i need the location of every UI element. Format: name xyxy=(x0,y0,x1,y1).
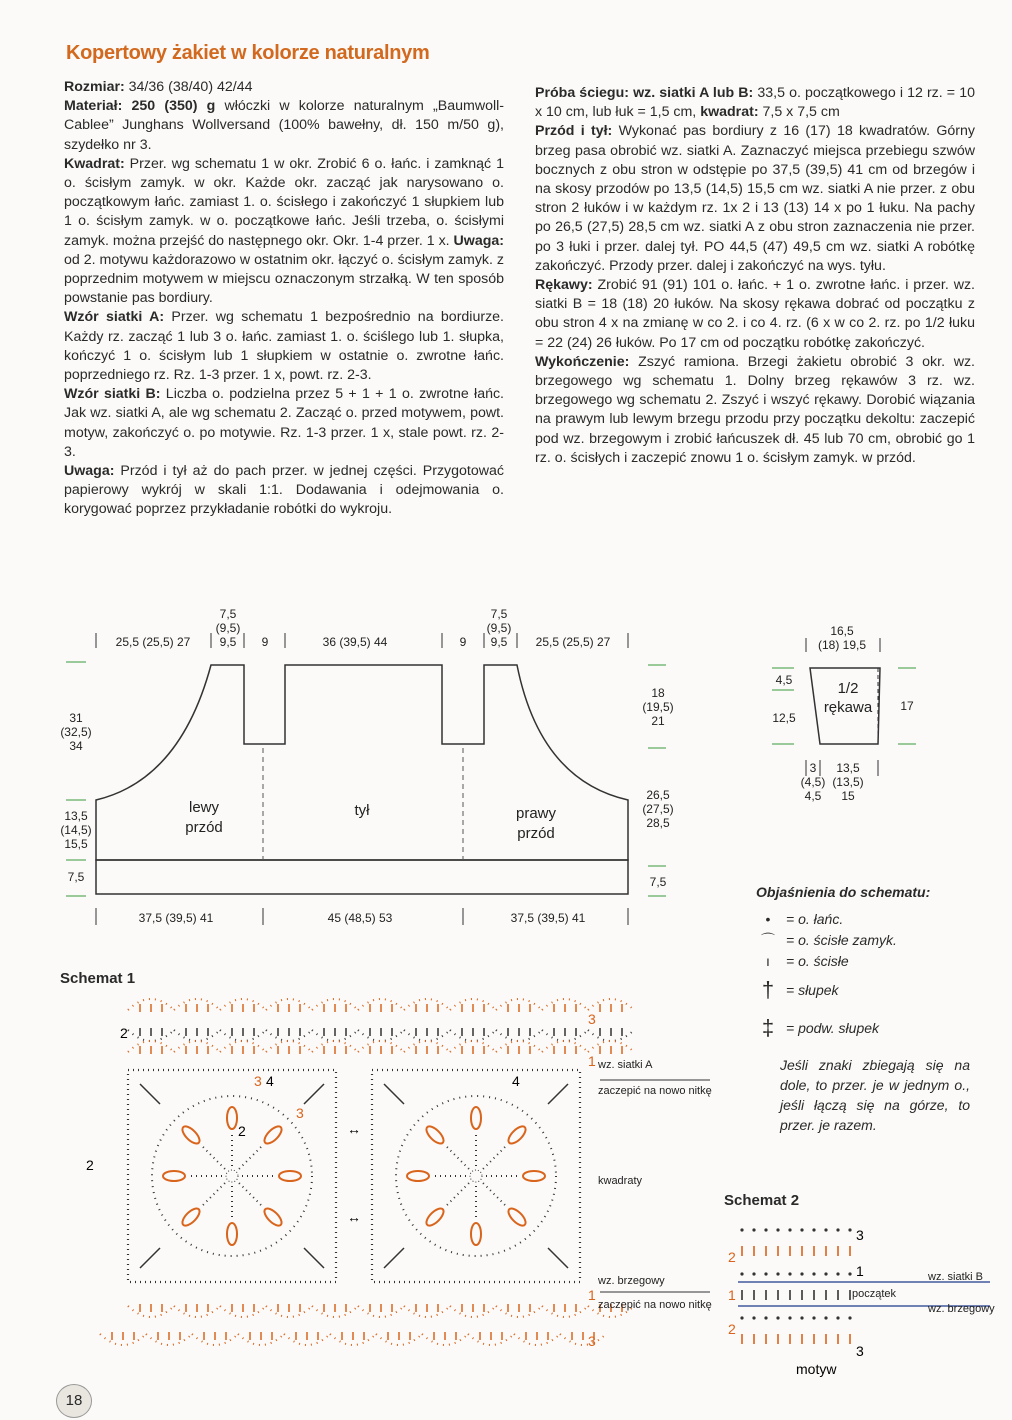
strap-right-1: 7,5 xyxy=(490,607,508,621)
dim-top-5: 25,5 (25,5) 27 xyxy=(535,635,611,649)
row-num: 2 xyxy=(120,1025,128,1041)
chain-dot xyxy=(740,1316,743,1319)
sleeve-label-1: 1/2 xyxy=(837,680,859,697)
row-num: 3 xyxy=(588,1333,596,1349)
corner-stitch xyxy=(140,1248,160,1268)
row-num: 3 xyxy=(856,1227,864,1243)
rozmiar-text: 34/36 (38/40) 42/44 xyxy=(124,79,253,95)
petal xyxy=(227,1223,237,1245)
chain-dot xyxy=(812,1316,815,1319)
row-num: 2 xyxy=(86,1157,94,1173)
legend-item xyxy=(756,1009,986,1047)
rekawy-text: Zrobić 91 (91) 101 o. łańc. + 1 o. zwrotne łańc. i przer. wz. siatki B = 18 (18) 20 łuków. Na skosy rękawa dobrać od początku z obu stron 4 x na zmianę w co 2. i co 4. rz. (6 x w co 2. rz. po 1/2 łuku = 22 (24) 26 łuków. Po 17 cm od początku robótkę zakończyć. xyxy=(535,277,975,351)
legend-title: Objaśnienia do schematu: xyxy=(756,884,931,900)
legend-text: = o. ścisłe zamyk. xyxy=(786,931,897,948)
chain-dot xyxy=(764,1316,767,1319)
left-height-3: 34 xyxy=(69,739,83,753)
square-motif-1 xyxy=(128,1070,336,1282)
row-num: 4 xyxy=(266,1073,274,1089)
sleeve-br-1: 13,5 xyxy=(836,761,860,775)
corner-stitch xyxy=(548,1084,568,1104)
chain-dot xyxy=(776,1272,779,1275)
piece-center: tył xyxy=(354,802,370,819)
material-text: włóczki w kolorze naturalnym „Baumwoll-Cablee” Junghans Wollversand (100% bawełny, dł. 150 m/50 g), szydełko nr 3. xyxy=(64,98,504,153)
legend-item xyxy=(756,929,986,950)
right-top-2: (19,5) xyxy=(642,700,674,714)
chain-dot xyxy=(788,1316,791,1319)
cross-icon: † xyxy=(761,977,775,1002)
legend-text: = podw. słupek xyxy=(786,1020,880,1036)
petal xyxy=(180,1206,203,1229)
petal xyxy=(424,1124,447,1147)
piece-right-2: przód xyxy=(517,825,555,842)
spoke xyxy=(483,1146,506,1169)
legend-note: Jeśli znaki zbiegają się na dole, to przer. je w jednym o., jeśli łączą się na górze, to przer. je razem. xyxy=(780,1057,970,1133)
chain-dot xyxy=(824,1316,827,1319)
sleeve-left-small: 4,5 xyxy=(775,673,793,687)
kwadrat-text: Przer. wg schematu 1 w okr. Zrobić 6 o. łańc. i zamknąć 1 o. ścisłym zamyk. w okr. Każde okr. zacząć jak narysowano o. początkowym łańc. zamiast 1. o. ścisłego i zakończyć 1 słupkiem lub 1 o. ścisłym zamyk. w o. początkowe łańc. Jeśli trzeba, o. ścisłymi zamyk. można przejść do następnego okr. Okr. 1-4 przer. 1 x. xyxy=(64,155,504,249)
spoke xyxy=(483,1183,506,1206)
wyk-text: Zszyć ramiona. Brzegi żakietu obrobić 3 okr. wz. brzegowego wg schematu 1. Dolny brzeg rękawów 3 rz. wz. brzegowego wg schematu 2. Zszyć i wszyć rękawy. Dorobić wiązania na prawym lub lewym brzegu przodu przy początku dekoltu: zaczepić pod wz. brzegowym i zrobić łańcuszek dł. 45 lub 70 cm, obrobić go 1 rz. o. ścisłych i zaczepić znowu 1 o. ścisłym zamyk. w przód. xyxy=(535,353,975,466)
chain-dot xyxy=(824,1272,827,1275)
spoke xyxy=(446,1146,469,1169)
wzorA-text: Przer. wg schematu 1 bezpośrednio na bordiurze. Każdy rz. zacząć 1 lub 3 o. łańc. zamiast 1. o. ściślego lub 1. słupka, kończyć 1 o. ścisłym lub 1 słupkiem w ostatnie o. zwrotne łańc. poprzedniego rz. Rz. 1-3 przer. 1 x, powt. rz. 2-3. xyxy=(64,309,504,384)
petal xyxy=(180,1124,203,1147)
row-num: 2 xyxy=(728,1321,736,1337)
row-num: 3 xyxy=(296,1105,304,1121)
corner-stitch xyxy=(384,1248,404,1268)
wzorB-text: Liczba o. podzielna przez 5 + 1 + 1 o. zwrotne łańc. Jak wz. siatki A, ale wg schematu 2. Zacząć o. przed motywem, powt. motyw, zakończyć o. po motywie. Rz. 1-3 przer. 1 x, stale powt. rz. 2-3. xyxy=(64,386,505,460)
uwaga1-label: Uwaga: xyxy=(453,232,504,249)
row-num: 3 xyxy=(588,1011,596,1027)
sleeve-bl-2: (4,5) xyxy=(800,775,826,789)
right-text-column xyxy=(535,46,975,468)
chain-dot xyxy=(848,1316,851,1319)
chain-dot xyxy=(764,1228,767,1231)
sleeve-top-2: (18) 19,5 xyxy=(817,638,867,652)
petal xyxy=(262,1206,285,1229)
ring xyxy=(470,1170,482,1182)
schemat2-diagram xyxy=(720,1210,1002,1390)
chain-dot xyxy=(764,1272,767,1275)
right-top-1: 18 xyxy=(651,686,665,700)
right-mid-3: 28,5 xyxy=(646,816,670,830)
petal xyxy=(471,1223,481,1245)
right-mid-1: 26,5 xyxy=(646,788,670,802)
corner-stitch xyxy=(304,1248,324,1268)
left-text-column xyxy=(64,78,504,520)
uwaga1-text: od 2. motywu każdorazowo w ostatnim okr. łączyć o. ścisłym zamyk. z poprzednim motywem w miejscu oznaczonym strzałką. W ten sposób powstanie pas bordiury. xyxy=(64,251,504,307)
sleeve-label-2: rękawa xyxy=(823,699,873,716)
uwaga2-text: Przód i tył aż do pach przer. w jednej części. Przygotować papierowy wykrój w skali 1:1. Dodawania i odejmowania o. korygować poprzez przykładanie robótki do wykroju. xyxy=(64,463,504,518)
proba-label: Próba ściegu: wz. siatki A lub B: xyxy=(535,85,754,101)
legend-text: = o. ścisłe xyxy=(786,952,849,969)
spoke xyxy=(202,1183,225,1206)
chain-dot xyxy=(752,1316,755,1319)
legend-item xyxy=(756,950,986,971)
chain-dot xyxy=(848,1272,851,1275)
chain-dot xyxy=(800,1272,803,1275)
sleeve-right: 17 xyxy=(900,699,914,713)
spoke xyxy=(446,1183,469,1206)
label-zaczepic1: zaczepić na nowo nitkę xyxy=(598,1085,712,1097)
petal xyxy=(279,1171,301,1181)
przod-label: Przód i tył: xyxy=(535,123,613,140)
join-arrow-icon: ↔ xyxy=(347,1209,361,1225)
chain-dot xyxy=(788,1228,791,1231)
wyk-label: Wykończenie: xyxy=(535,353,630,370)
spoke xyxy=(202,1146,225,1169)
sleeve-left-big: 12,5 xyxy=(772,711,796,725)
label-brzegowy2: wz. brzegowy xyxy=(928,1303,995,1315)
dim-top-1: 25,5 (25,5) 27 xyxy=(115,635,191,649)
label-kwadraty: kwadraty xyxy=(598,1175,643,1187)
petal xyxy=(471,1107,481,1129)
bottom-dim-3: 37,5 (39,5) 41 xyxy=(510,911,586,925)
left-bottom: 7,5 xyxy=(67,870,85,884)
chain-dot xyxy=(740,1272,743,1275)
ring xyxy=(226,1170,238,1182)
left-mid-2: (14,5) xyxy=(60,823,92,837)
chain-dot xyxy=(776,1228,779,1231)
petal xyxy=(506,1124,529,1147)
przod-text: Wykonać pas bordiury z 16 (17) 18 kwadratów. Górny brzeg pasa obrobić wz. siatki A. Zaznaczyć miejsca przebiegu szwów bocznych z obu stron w odstępie po 37,5 (39,5) 41 cm od brzegów i na skosy przodów po 13,5 (14,5) 15,5 cm wz. siatki A nie przer. z obu stron 2 łuków i w każdym rz. 1x 2 i 13 (13) 14 x po 1 łuku. Na pachy po 26,5 (27,5) 28,5 cm wz. siatki A z obu stron zaznaczenia nie przer. po 3 łuki i przer. dalej tył. PO 44,5 (47) 49,5 cm wz. siatki A robótkę zakończyć. Przody przer. dalej i zakończyć na wys. tyłu. xyxy=(535,123,975,274)
schemat2-stitches xyxy=(740,1228,851,1344)
page-number: 18 xyxy=(56,1384,92,1418)
outer-ring xyxy=(396,1096,556,1256)
row-num: 2 xyxy=(238,1123,246,1139)
proba-bold2: kwadrat: xyxy=(700,104,759,121)
chain-dot xyxy=(752,1272,755,1275)
left-height-1: 31 xyxy=(69,711,83,725)
chain-dot xyxy=(812,1228,815,1231)
uwaga2-label: Uwaga: xyxy=(64,463,115,480)
legend xyxy=(756,884,986,1135)
dim-ticks xyxy=(96,633,628,925)
label-siatkiA: wz. siatki A xyxy=(598,1059,653,1071)
corner-stitch xyxy=(384,1084,404,1104)
petal xyxy=(227,1107,237,1129)
motif-2 xyxy=(384,1084,568,1268)
wzorA-label: Wzór siatki A: xyxy=(64,309,165,326)
right-bottom: 7,5 xyxy=(649,875,667,889)
rekawy-label: Rękawy: xyxy=(535,277,593,294)
dim-top-2: 9 xyxy=(261,635,269,649)
sleeve-br-3: 15 xyxy=(841,789,855,803)
schemat2-title: Schemat 2 xyxy=(724,1192,800,1209)
join-arrow-icon: ↔ xyxy=(347,1121,361,1137)
left-height-2: (32,5) xyxy=(60,725,92,739)
proba-text: 33,5 o. początkowego i 12 rz. = 10 x 10 cm, lub łuk = 1,5 cm, xyxy=(535,85,975,121)
bottom-dim-1: 37,5 (39,5) 41 xyxy=(138,911,214,925)
row-num: 2 xyxy=(728,1249,736,1265)
schemat1-title: Schemat 1 xyxy=(60,970,136,987)
row-num: 3 xyxy=(254,1073,262,1089)
chain-dot xyxy=(836,1316,839,1319)
sleeve-diagram xyxy=(760,620,930,810)
proba-text2: 7,5 x 7,5 cm xyxy=(758,104,840,121)
petal xyxy=(407,1171,429,1181)
arc-icon: ⌒ xyxy=(761,931,775,948)
schemat1-diagram xyxy=(0,990,740,1360)
row-num: 4 xyxy=(512,1073,520,1089)
spoke xyxy=(239,1146,262,1169)
petal xyxy=(163,1171,185,1181)
strap-right-2: (9,5) xyxy=(486,621,512,635)
chain-dot xyxy=(836,1272,839,1275)
legend-text: = o. łańc. xyxy=(786,910,844,927)
square-motif-2 xyxy=(372,1070,580,1282)
chain-dot xyxy=(836,1228,839,1231)
sleeve-br-2: (13,5) xyxy=(832,775,864,789)
strap-left-2: (9,5) xyxy=(215,621,241,635)
left-mid-1: 13,5 xyxy=(64,809,88,823)
left-mid-3: 15,5 xyxy=(64,837,88,851)
spoke xyxy=(239,1183,262,1206)
label-brzegowy: wz. brzegowy xyxy=(598,1275,665,1287)
sleeve-bl-1: 3 xyxy=(809,761,817,775)
kwadrat-label: Kwadrat: xyxy=(64,155,125,172)
corner-stitch xyxy=(548,1248,568,1268)
row-num: 1 xyxy=(588,1053,596,1069)
petal xyxy=(523,1171,545,1181)
chain-dot xyxy=(752,1228,755,1231)
row-num: 1 xyxy=(856,1263,864,1279)
row-num: 1 xyxy=(588,1287,596,1303)
chain-dot xyxy=(740,1228,743,1231)
material-label: Materiał: 250 (350) g xyxy=(64,98,216,115)
petal xyxy=(506,1206,529,1229)
rozmiar-label: Rozmiar: xyxy=(64,79,125,95)
dim-top-4: 9 xyxy=(459,635,467,649)
outer-ring xyxy=(152,1096,312,1256)
chain-dot xyxy=(776,1316,779,1319)
strap-left-1: 7,5 xyxy=(219,607,237,621)
double-cross-icon: ‡ xyxy=(761,1015,775,1040)
piece-left-2: przód xyxy=(185,819,223,836)
chain-dot xyxy=(800,1316,803,1319)
right-mid-2: (27,5) xyxy=(642,802,674,816)
article-title: Kopertowy żakiet w kolorze naturalnym xyxy=(66,42,430,64)
legend-item xyxy=(756,971,986,1009)
legend-item xyxy=(756,908,986,929)
strap-left-3: 9,5 xyxy=(219,635,237,649)
chain-dot xyxy=(812,1272,815,1275)
row-num: 3 xyxy=(856,1343,864,1359)
chain-dot xyxy=(788,1272,791,1275)
label-zaczepic2: zaczepić na nowo nitkę xyxy=(598,1299,712,1311)
sleeve-bl-3: 4,5 xyxy=(804,789,822,803)
legend-text: = słupek xyxy=(786,982,839,998)
bar-icon: ı xyxy=(766,952,770,969)
corner-stitch xyxy=(140,1084,160,1104)
sleeve-top-1: 16,5 xyxy=(830,624,854,638)
dim-top-3: 36 (39,5) 44 xyxy=(322,635,388,649)
chain-dot xyxy=(824,1228,827,1231)
label-motyw: motyw xyxy=(796,1361,837,1377)
green-marks xyxy=(66,662,666,896)
chain-dot xyxy=(800,1228,803,1231)
row-num: 1 xyxy=(728,1287,736,1303)
petal xyxy=(262,1124,285,1147)
chain-dot xyxy=(848,1228,851,1231)
label-siatkiB: wz. siatki B xyxy=(928,1271,984,1283)
petal xyxy=(424,1206,447,1229)
right-top-3: 21 xyxy=(651,714,665,728)
dot-icon: • xyxy=(765,910,771,927)
piece-right-1: prawy xyxy=(515,805,557,822)
corner-stitch xyxy=(304,1084,324,1104)
bottom-dim-2: 45 (48,5) 53 xyxy=(327,911,393,925)
strap-right-3: 9,5 xyxy=(490,635,508,649)
wzorB-label: Wzór siatki B: xyxy=(64,386,161,403)
piece-left-1: lewy xyxy=(188,799,220,816)
border-band xyxy=(96,860,628,894)
label-poczatek: początek xyxy=(852,1288,897,1300)
